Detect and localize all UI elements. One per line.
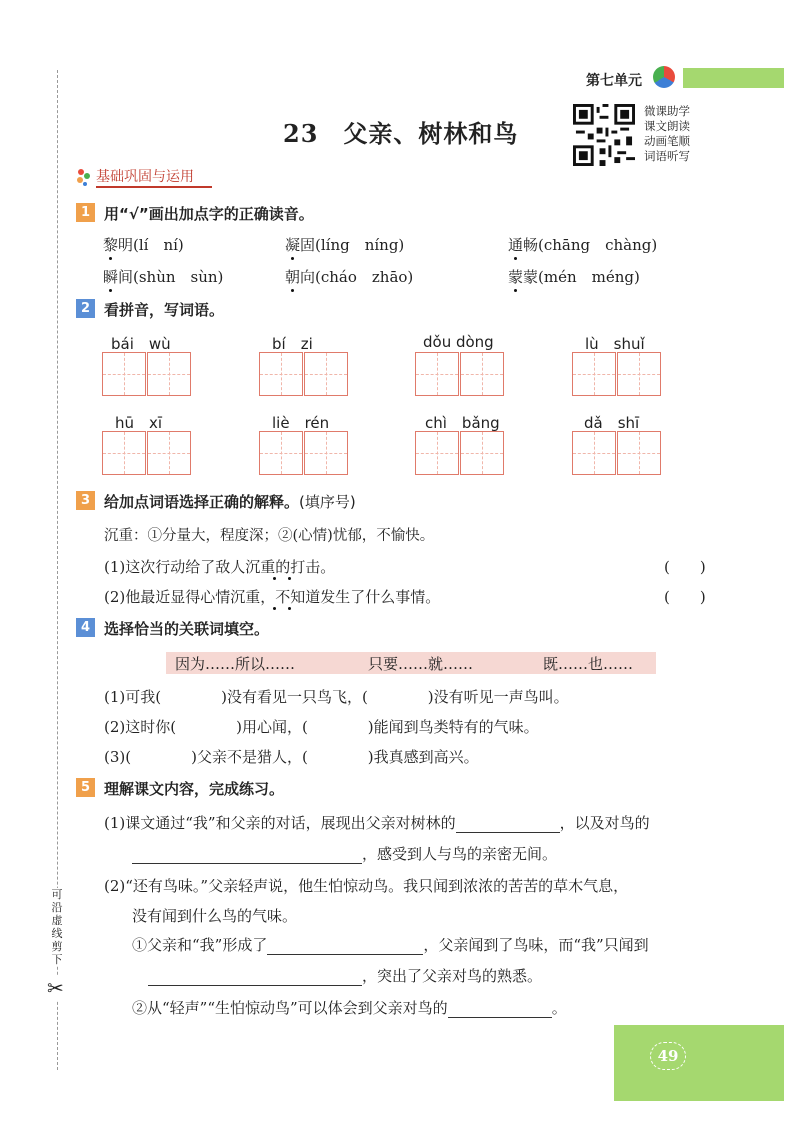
writing-cell[interactable] <box>572 431 616 475</box>
emphasis-dot <box>273 607 276 610</box>
question-instruction: 看拼音，写词语。 <box>104 301 225 319</box>
qr-caption <box>644 104 690 164</box>
conjunction-option: 因为……所以…… <box>175 655 296 673</box>
passage-quote: 没有闻到什么鸟的气味。 <box>132 907 298 925</box>
section-title: 基础巩固与运用 <box>96 169 194 185</box>
reading-item: 通畅(chāng chàng) <box>508 236 658 254</box>
writing-cell[interactable] <box>304 352 348 396</box>
question-instruction <box>104 491 356 512</box>
answer-blank[interactable] <box>148 967 362 986</box>
lesson-title: 23 父亲、树林和鸟 <box>283 119 519 148</box>
instruction-text: 给加点词语选择正确的解释。 <box>104 493 300 511</box>
sentence: (1)这次行动给了敌人沉重的打击。 <box>104 558 336 576</box>
question-text: ②从“轻声”“生怕惊动鸟”可以体会到父亲对鸟的 <box>132 999 448 1017</box>
answer-blank[interactable] <box>448 999 552 1018</box>
writing-grid[interactable] <box>102 352 192 396</box>
fill-sentence: (2)这时你( )用心闻，( )能闻到鸟类特有的气味。 <box>104 718 539 736</box>
scissors-icon: ✂ <box>47 976 64 1000</box>
question-instruction: 选择恰当的关联词填空。 <box>104 620 270 638</box>
writing-cell[interactable] <box>415 431 459 475</box>
qr-caption-line: 微课助学 <box>644 104 690 118</box>
fill-sentence: (3)( )父亲不是猎人，( )我真感到高兴。 <box>104 748 479 766</box>
unit-ball-icon <box>653 66 675 88</box>
answer-bracket[interactable]: ( ) <box>664 558 706 576</box>
instruction-note: (填序号) <box>299 493 356 511</box>
emphasis-dot <box>109 257 112 260</box>
sub-question <box>132 997 567 1018</box>
sub-question <box>148 965 542 986</box>
question-text: ①父亲和“我”形成了 <box>132 936 268 954</box>
question-instruction: 理解课文内容，完成练习。 <box>104 780 285 798</box>
question-number: 5 <box>76 778 95 797</box>
qr-caption-line: 动画笔顺 <box>644 134 690 148</box>
reading-question <box>132 843 557 864</box>
writing-grid[interactable] <box>572 352 662 396</box>
writing-grid[interactable] <box>259 431 349 475</box>
reading-item: 朝向(cháo zhāo) <box>285 268 414 286</box>
sub-question <box>132 934 649 955</box>
qr-caption-line: 词语听写 <box>644 149 690 163</box>
emphasis-dot <box>291 289 294 292</box>
writing-grid[interactable] <box>415 352 505 396</box>
conjunction-option: 既……也…… <box>543 655 634 673</box>
writing-cell[interactable] <box>102 431 146 475</box>
unit-bar <box>683 68 784 88</box>
section-dots-icon <box>74 167 94 187</box>
reading-item: 凝固(líng níng) <box>285 236 405 254</box>
writing-cell[interactable] <box>259 431 303 475</box>
writing-cell[interactable] <box>259 352 303 396</box>
emphasis-dot <box>514 257 517 260</box>
writing-cell[interactable] <box>147 352 191 396</box>
reading-item: 蒙蒙(mén méng) <box>508 268 640 286</box>
unit-label: 第七单元 <box>586 73 642 89</box>
question-instruction: 用“√”画出加点字的正确读音。 <box>104 205 314 223</box>
answer-blank[interactable] <box>132 845 362 864</box>
emphasis-dot <box>273 577 276 580</box>
question-number: 3 <box>76 491 95 510</box>
pinyin-label: chì bǎng <box>425 414 500 432</box>
answer-bracket[interactable]: ( ) <box>664 588 706 606</box>
question-text: ，感受到人与鸟的亲密无间。 <box>362 845 558 863</box>
question-text: ，突出了父亲对鸟的熟悉。 <box>362 967 543 985</box>
question-text: (1)课文通过“我”和父亲的对话，展现出父亲对树林的 <box>104 814 456 832</box>
section-underline <box>96 186 212 188</box>
writing-cell[interactable] <box>147 431 191 475</box>
pinyin-label: hū xī <box>115 414 163 432</box>
passage-quote: (2)“还有鸟味。”父亲轻声说，他生怕惊动鸟。我只闻到浓浓的苦苦的草木气息， <box>104 877 629 895</box>
question-number: 4 <box>76 618 95 637</box>
reading-item: 瞬间(shùn sùn) <box>103 268 224 286</box>
writing-cell[interactable] <box>617 352 661 396</box>
conjunction-option: 只要……就…… <box>368 655 474 673</box>
question-text: 。 <box>551 999 567 1017</box>
question-text: ，父亲闻到了鸟味，而“我”只闻到 <box>423 936 649 954</box>
question-number: 1 <box>76 203 95 222</box>
writing-cell[interactable] <box>572 352 616 396</box>
writing-cell[interactable] <box>460 352 504 396</box>
writing-cell[interactable] <box>460 431 504 475</box>
emphasis-dot <box>291 257 294 260</box>
cut-instruction: 可沿虚线剪下 <box>51 888 63 966</box>
page-number-box <box>614 1025 784 1101</box>
sentence: (2)他最近显得心情沉重，不知道发生了什么事情。 <box>104 588 441 606</box>
answer-blank[interactable] <box>456 814 560 833</box>
reading-item: 黎明(lí ní) <box>103 236 184 254</box>
reading-question <box>104 812 650 833</box>
pinyin-label: dǎ shī <box>584 414 640 432</box>
fill-sentence: (1)可我( )没有看见一只鸟飞，( )没有听见一声鸟叫。 <box>104 688 569 706</box>
qr-caption-line: 课文朗读 <box>644 119 690 133</box>
pinyin-label: bái wù <box>111 335 171 353</box>
pinyin-label: dǒu dòng <box>423 333 494 351</box>
answer-blank[interactable] <box>267 936 423 955</box>
writing-cell[interactable] <box>617 431 661 475</box>
pinyin-label: bí zi <box>272 335 313 353</box>
question-text: ，以及对鸟的 <box>559 814 650 832</box>
page-number: 49 <box>650 1042 686 1070</box>
writing-grid[interactable] <box>259 352 349 396</box>
emphasis-dot <box>109 289 112 292</box>
pinyin-label: lù shuǐ <box>585 335 645 353</box>
definition: 沉重：①分量大，程度深；②(心情)忧郁，不愉快。 <box>104 528 435 544</box>
question-number: 2 <box>76 299 95 318</box>
emphasis-dot <box>514 289 517 292</box>
writing-cell[interactable] <box>304 431 348 475</box>
emphasis-dot <box>288 607 291 610</box>
writing-grid[interactable] <box>572 431 662 475</box>
pinyin-label: liè rén <box>272 414 330 432</box>
writing-cell[interactable] <box>102 352 146 396</box>
writing-grid[interactable] <box>415 431 505 475</box>
emphasis-dot <box>288 577 291 580</box>
qr-code-icon[interactable] <box>573 104 635 166</box>
writing-cell[interactable] <box>415 352 459 396</box>
writing-grid[interactable] <box>102 431 192 475</box>
